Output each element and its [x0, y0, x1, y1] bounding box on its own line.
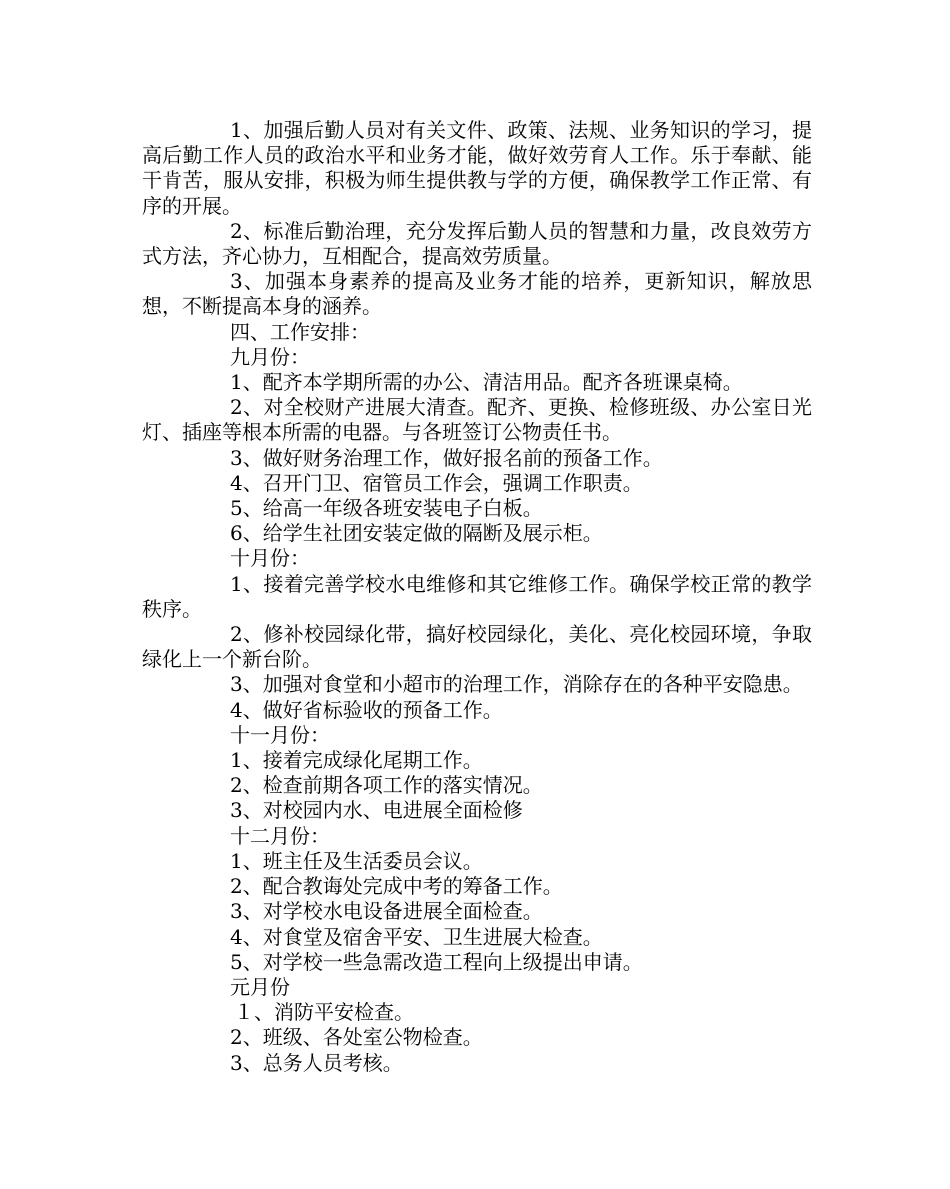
list-item: １、消防平安检查。 [234, 1000, 414, 1025]
list-item: 2、修补校园绿化带，搞好校园绿化，美化、亮化校园环境，争取绿化上一个新台阶。 [142, 622, 812, 672]
list-item: 2、配合教诲处完成中考的筹备工作。 [230, 874, 563, 899]
paragraph-1: 1、加强后勤人员对有关文件、政策、法规、业务知识的学习，提高后勤工作人员的政治水平和业务才能，做好效劳育人工作。乐于奉献、能干肯苦，服从安排，积极为师生提供教与学的方便，确保教学工作正常、有序的开展。 [142, 118, 812, 218]
paragraph-3: 3、加强本身素养的提高及业务才能的培养，更新知识，解放思想，不断提高本身的涵养。 [142, 269, 812, 319]
list-item: 4、对食堂及宿舍平安、卫生进展大检查。 [230, 924, 603, 949]
list-item: 4、召开门卫、宿管员工作会，强调工作职责。 [230, 470, 643, 495]
month-heading-december: 十二月份： [230, 823, 330, 848]
document-page [142, 118, 812, 1076]
section-heading-work-plan: 四、工作安排： [230, 319, 370, 344]
list-item: 2、检查前期各项工作的落实情况。 [230, 773, 543, 798]
list-item: 1、接着完善学校水电维修和其它维修工作。确保学校正常的教学秩序。 [142, 571, 812, 621]
month-heading-september: 九月份： [230, 344, 310, 369]
list-item: 6、给学生社团安装定做的隔断及展示柜。 [230, 521, 603, 546]
list-item: 3、加强对食堂和小超市的治理工作，消除存在的各种平安隐患。 [230, 672, 803, 697]
list-item: 1、配齐本学期所需的办公、清洁用品。配齐各班课桌椅。 [230, 370, 743, 395]
list-item: 3、对校园内水、电进展全面检修 [230, 798, 523, 823]
list-item: 3、对学校水电设备进展全面检查。 [230, 899, 543, 924]
list-item: 2、对全校财产进展大清查。配齐、更换、检修班级、办公室日光灯、插座等根本所需的电器。与各班签订公物责任书。 [142, 395, 812, 445]
list-item: 3、做好财务治理工作，做好报名前的预备工作。 [230, 445, 663, 470]
list-item: 4、做好省标验收的预备工作。 [230, 697, 503, 722]
list-item: 1、接着完成绿化尾期工作。 [230, 748, 483, 773]
month-heading-november: 十一月份： [230, 722, 330, 747]
paragraph-2: 2、标准后勤治理，充分发挥后勤人员的智慧和力量，改良效劳方式方法，齐心协力，互相配合，提高效劳质量。 [142, 218, 812, 269]
month-heading-january: 元月份 [230, 974, 290, 999]
list-item: 5、给高一年级各班安装电子白板。 [230, 496, 543, 521]
month-heading-october: 十月份： [230, 546, 310, 571]
list-item: 2、班级、各处室公物检查。 [230, 1025, 483, 1050]
list-item: 1、班主任及生活委员会议。 [230, 848, 483, 873]
list-item: 3、总务人员考核。 [230, 1050, 403, 1075]
list-item: 5、对学校一些急需改造工程向上级提出申请。 [230, 949, 643, 974]
